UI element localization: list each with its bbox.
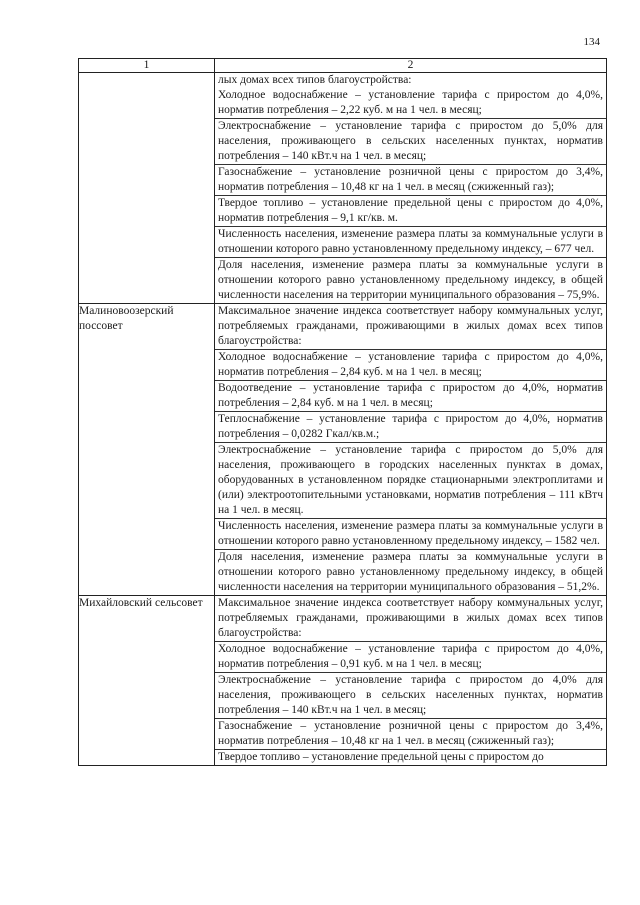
description-paragraph: Электроснабжение – установление тарифа с приростом до 5,0% для населения, проживающего в городских населенных пунктах в домах, оборудованных в установленном порядке стационарными электроплитами и (или) электроотопительными установками, норматив потребления – 111 кВтч на 1 чел. в месяц. <box>215 443 606 519</box>
description-paragraph: Доля населения, изменение размера платы за коммунальные услуги в отношении которого равно установленному предельному индексу, в общей численности населения на территории муниципального образования – 51,2%. <box>218 551 603 593</box>
description-cell <box>215 596 607 766</box>
table-row <box>79 73 607 304</box>
description-paragraph: Газоснабжение – установление розничной цены с приростом до 3,4%, норматив потребления – 10,48 кг на 1 чел. в месяц (сжиженный газ); <box>215 165 606 196</box>
description-paragraph: Холодное водоснабжение – установление тарифа с приростом до 4,0%, норматив потребления – 0,91 куб. м на 1 чел. в месяц; <box>215 642 606 673</box>
description-paragraph: Твердое топливо – установление предельной цены с приростом до <box>218 751 544 763</box>
description-cell <box>215 73 607 304</box>
column-header-2: 2 <box>215 59 607 73</box>
municipality-name: Михайловский сельсовет <box>79 596 215 766</box>
description-paragraph: Электроснабжение – установление тарифа с приростом до 5,0% для населения, проживающего в сельских населенных пунктах, норматив потребления – 140 кВт.ч на 1 чел. в месяц; <box>215 119 606 165</box>
description-paragraph: лых домах всех типов благоустройства: Холодное водоснабжение – установление тарифа с приростом до 4,0%, норматив потребления – 2,22 куб. м на 1 чел. в месяц; <box>215 73 606 119</box>
description-paragraph: Водоотведение – установление тарифа с приростом до 4,0%, норматив потребления – 2,84 куб. м на 1 чел. в месяц; <box>215 381 606 412</box>
description-paragraph: Численность населения, изменение размера платы за коммунальные услуги в отношении которого равно установленному предельному индексу, – 677 чел. <box>215 227 606 258</box>
content-table <box>78 58 607 766</box>
table-header-row <box>79 59 607 73</box>
description-paragraph: Максимальное значение индекса соответствует набору коммунальных услуг, потребляемых гражданами, проживающими в жилых домах всех типов благоустройства: <box>215 596 606 642</box>
municipality-name: Малиновоозерский поссовет <box>79 304 215 596</box>
description-paragraph: Твердое топливо – установление предельной цены с приростом до 4,0%, норматив потребления – 9,1 кг/кв. м. <box>215 196 606 227</box>
description-paragraph: Доля населения, изменение размера платы за коммунальные услуги в отношении которого равно установленному предельному индексу, в общей численности населения на территории муниципального образования – 75,9%. <box>218 259 603 301</box>
description-paragraph: Теплоснабжение – установление тарифа с приростом до 4,0%, норматив потребления – 0,0282 Гкал/кв.м.; <box>215 412 606 443</box>
municipality-name <box>79 73 215 304</box>
description-paragraph: Газоснабжение – установление розничной цены с приростом до 3,4%, норматив потребления – 10,48 кг на 1 чел. в месяц (сжиженный газ); <box>215 719 606 750</box>
table-body <box>79 73 607 766</box>
table-row <box>79 596 607 766</box>
description-paragraph: Максимальное значение индекса соответствует набору коммунальных услуг, потребляемых гражданами, проживающими в жилых домах всех типов благоустройства: <box>215 304 606 350</box>
table-row <box>79 304 607 596</box>
description-paragraph: Холодное водоснабжение – установление тарифа с приростом до 4,0%, норматив потребления – 2,84 куб. м на 1 чел. в месяц; <box>215 350 606 381</box>
column-header-1: 1 <box>79 59 215 73</box>
description-cell <box>215 304 607 596</box>
page-number: 134 <box>583 36 600 48</box>
description-paragraph: Численность населения, изменение размера платы за коммунальные услуги в отношении которого равно установленному предельному индексу, – 1582 чел. <box>215 519 606 550</box>
description-paragraph: Электроснабжение – установление тарифа с приростом до 4,0% для населения, проживающего в сельских населенных пунктах, норматив потребления – 140 кВт.ч на 1 чел. в месяц; <box>215 673 606 719</box>
